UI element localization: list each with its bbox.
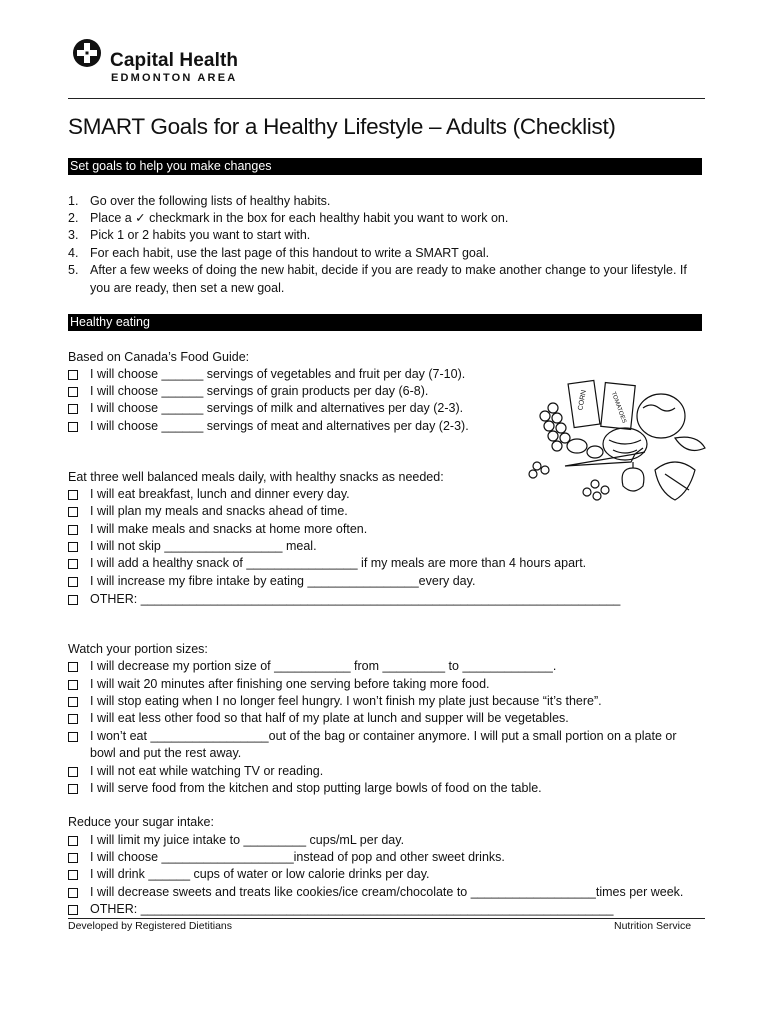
checklist-item: I will plan my meals and snacks ahead of time.	[90, 504, 348, 518]
checklist-item: I will eat less other food so that half of my plate at lunch and supper will be vegetables.	[90, 711, 569, 725]
checklist-item: I will choose ___________________instead of pop and other sweet drinks.	[90, 850, 505, 864]
group-title-sugar: Reduce your sugar intake:	[68, 815, 214, 829]
checkbox[interactable]	[68, 525, 78, 535]
checkbox[interactable]	[68, 404, 78, 414]
checkbox[interactable]	[68, 697, 78, 707]
checkbox[interactable]	[68, 905, 78, 915]
checklist-item: I will choose ______ servings of vegetables and fruit per day (7-10).	[90, 367, 466, 381]
step-1: 1. Go over the following lists of healthy habits.	[68, 194, 331, 208]
checkbox[interactable]	[68, 577, 78, 587]
checkbox[interactable]	[68, 680, 78, 690]
checkbox[interactable]	[68, 714, 78, 724]
checklist-item: I will limit my juice intake to _________ cups/mL per day.	[90, 833, 405, 847]
header-divider	[68, 98, 705, 99]
checklist-item: I will choose ______ servings of meat and alternatives per day (2-3).	[90, 419, 469, 433]
section-heading-goals: Set goals to help you make changes	[68, 158, 702, 175]
checkbox[interactable]	[68, 662, 78, 672]
checkbox[interactable]	[68, 836, 78, 846]
section-heading-healthy-eating: Healthy eating	[68, 314, 702, 331]
checkbox[interactable]	[68, 507, 78, 517]
checklist-item: I will choose ______ servings of milk and alternatives per day (2-3).	[90, 401, 464, 415]
page-title: SMART Goals for a Healthy Lifestyle – Adults (Checklist)	[68, 114, 616, 139]
checklist-item: I will decrease my portion size of ___________ from _________ to _____________.	[90, 659, 557, 673]
step-4: 4. For each habit, use the last page of this handout to write a SMART goal.	[68, 246, 490, 260]
checklist-item-continued: bowl and put the rest away.	[90, 746, 242, 760]
checkbox[interactable]	[68, 559, 78, 569]
checkbox[interactable]	[68, 767, 78, 777]
checklist-item: I will decrease sweets and treats like cookies/ice cream/chocolate to __________________times per week.	[90, 885, 684, 899]
checklist-item: I will eat breakfast, lunch and dinner every day.	[90, 487, 350, 501]
org-name: Capital Health	[110, 50, 239, 71]
group-title-meals: Eat three well balanced meals daily, with healthy snacks as needed:	[68, 470, 444, 484]
checkbox[interactable]	[68, 422, 78, 432]
checkbox[interactable]	[68, 732, 78, 742]
checkbox[interactable]	[68, 542, 78, 552]
checklist-item-other: OTHER: ____________________________________________________________________	[90, 902, 614, 916]
checkbox[interactable]	[68, 387, 78, 397]
checklist-item: I will stop eating when I no longer feel hungry. I won’t finish my plate just because “it’s there”.	[90, 694, 602, 708]
footer-credit: Developed by Registered Dietitians	[68, 920, 233, 932]
checklist-item: I will wait 20 minutes after finishing one serving before taking more food.	[90, 677, 490, 691]
checklist-item: I will add a healthy snack of ________________ if my meals are more than 4 hours apart.	[90, 556, 587, 570]
group-title-food-guide: Based on Canada’s Food Guide:	[68, 350, 250, 364]
step-5: 5. After a few weeks of doing the new habit, decide if you are ready to make another change to your lifestyle. If	[68, 263, 687, 277]
checkbox[interactable]	[68, 595, 78, 605]
checklist-item: I won’t eat _________________out of the bag or container anymore. I will put a small portion on a plate or	[90, 729, 677, 743]
checkbox[interactable]	[68, 784, 78, 794]
checklist-item: I will drink ______ cups of water or low calorie drinks per day.	[90, 867, 430, 881]
checkbox[interactable]	[68, 888, 78, 898]
org-area: EDMONTON AREA	[111, 72, 238, 84]
step-5-continued: you are ready, then set a new goal.	[90, 281, 285, 295]
can-label-tomatoes: TOMATOES	[609, 391, 627, 425]
checkbox[interactable]	[68, 490, 78, 500]
group-title-portions: Watch your portion sizes:	[68, 642, 208, 656]
step-3: 3. Pick 1 or 2 habits you want to start with.	[68, 228, 311, 242]
checklist-item: I will not skip _________________ meal.	[90, 539, 317, 553]
checklist-item: I will increase my fibre intake by eating ________________every day.	[90, 574, 476, 588]
checkbox[interactable]	[68, 870, 78, 880]
can-label-corn: CORN	[577, 389, 588, 411]
footer-department: Nutrition Service	[614, 920, 692, 932]
checkbox[interactable]	[68, 370, 78, 380]
checklist-item: I will make meals and snacks at home more often.	[90, 522, 368, 536]
vegetables-and-fruit-illustration	[525, 374, 707, 516]
footer-divider	[68, 918, 705, 919]
checklist-item: I will not eat while watching TV or reading.	[90, 764, 324, 778]
checkbox[interactable]	[68, 853, 78, 863]
checklist-item-other: OTHER: _____________________________________________________________________	[90, 592, 621, 606]
step-2: 2. Place a ✓ checkmark in the box for each healthy habit you want to work on.	[68, 211, 509, 225]
checklist-item: I will serve food from the kitchen and stop putting large bowls of food on the table.	[90, 781, 542, 795]
checklist-item: I will choose ______ servings of grain products per day (6-8).	[90, 384, 429, 398]
capital-health-cross-icon	[72, 38, 102, 68]
